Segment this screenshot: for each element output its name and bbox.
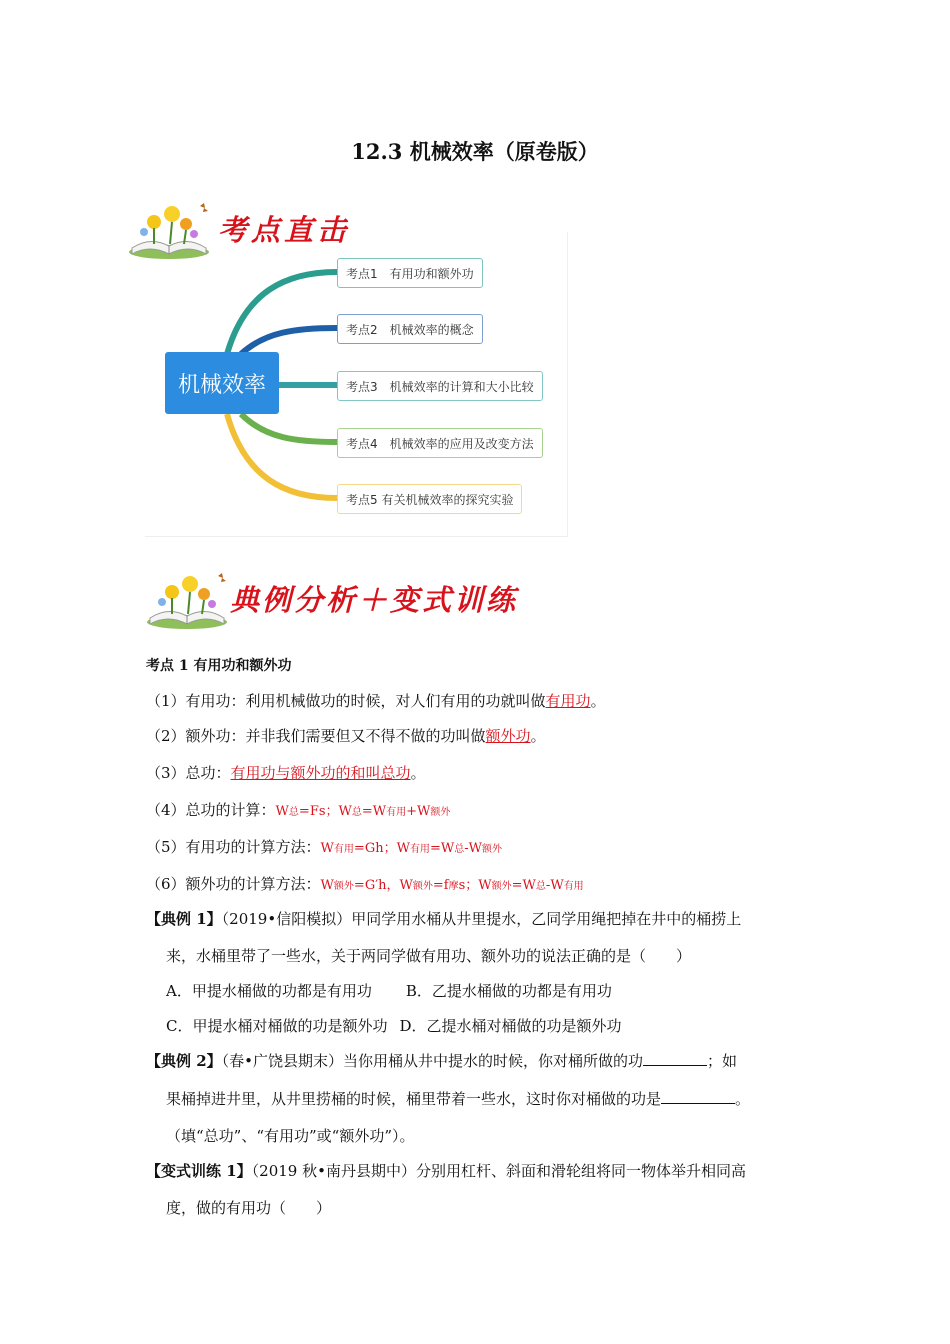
answer: 额外功 xyxy=(485,727,531,745)
formula-sub: 总 xyxy=(454,844,465,855)
formula-sub: 摩 xyxy=(448,881,459,892)
formula-part: -W xyxy=(545,878,564,893)
formula-part: =G′h，W xyxy=(353,878,413,893)
answer-blank[interactable] xyxy=(643,1051,707,1066)
answer-blank[interactable] xyxy=(661,1089,735,1104)
formula-sub: 总 xyxy=(288,807,299,818)
point-text: 。 xyxy=(530,727,546,745)
formula-sub: 有用 xyxy=(409,844,430,855)
mindmap-node-1: 考点1 有用功和额外功 xyxy=(337,258,483,288)
point-text: （1）有用功：利用机械做功的时候，对人们有用的功就叫做 xyxy=(146,692,546,710)
example-2-line-3: （填“总功”、“有用功”或“额外功”）。 xyxy=(166,1127,415,1145)
formula-sub: 有用 xyxy=(333,844,354,855)
formula-sub: 额外 xyxy=(481,844,502,855)
mindmap xyxy=(145,232,568,537)
training-text: （2019 秋•南丹县期中）分别用杠杆、斜面和滑轮组将同一物体举升相同高 xyxy=(251,1162,746,1180)
mindmap-node-2: 考点2 机械效率的概念 xyxy=(337,314,483,344)
point-text: （4）总功的计算： xyxy=(146,801,276,819)
example-label: 【典例 2】 xyxy=(146,1052,222,1070)
formula xyxy=(321,878,584,893)
training-label: 【变式训练 1】 xyxy=(146,1162,252,1180)
banner-title: 考点直击 xyxy=(218,213,351,247)
example-2-line-1 xyxy=(146,1050,737,1071)
book-flowers-icon xyxy=(142,570,232,632)
formula-part: W xyxy=(275,804,289,819)
formula-part: =W xyxy=(511,878,536,893)
example-text: （春•广饶县期末）当你用桶从井中提水的时候，你对桶所做的功 xyxy=(221,1052,644,1070)
mindmap-center: 机械效率 xyxy=(165,352,279,414)
answer: 有用功与额外功的和叫总功 xyxy=(230,764,411,782)
formula-sub: 总 xyxy=(535,881,546,892)
example-text: （2019•信阳模拟）甲同学用水桶从井里提水，乙同学用绳把掉在井中的桶捞上 xyxy=(221,910,742,928)
formula-sub: 总 xyxy=(351,807,362,818)
point-3 xyxy=(146,762,426,783)
formula-part: =W xyxy=(429,841,455,856)
point-text: 。 xyxy=(590,692,606,710)
option-c: C．甲提水桶对桶做的功是额外功 xyxy=(166,1017,388,1035)
mindmap-node-4: 考点4 机械效率的应用及改变方法 xyxy=(337,428,543,458)
example-text: ；如 xyxy=(707,1052,738,1070)
formula-part: +W xyxy=(406,804,431,819)
formula-part: W xyxy=(320,878,334,893)
option-a: A．甲提水桶做的功都是有用功 xyxy=(166,982,372,1000)
answer: 有用功 xyxy=(545,692,591,710)
formula-sub: 有用 xyxy=(386,807,407,818)
formula-part: W xyxy=(320,841,334,856)
formula-part: =f xyxy=(432,878,449,893)
formula-sub: 额外 xyxy=(491,881,512,892)
option-d: D．乙提水桶对桶做的功是额外功 xyxy=(399,1017,622,1035)
point-5 xyxy=(146,836,502,857)
section-banner-2 xyxy=(142,570,562,632)
example-1-options-row-2 xyxy=(166,1015,622,1036)
section-heading: 考点 1 有用功和额外功 xyxy=(146,658,292,674)
point-text: （3）总功： xyxy=(146,764,231,782)
formula-part: =Gh；W xyxy=(353,841,410,856)
option-b: B．乙提水桶做的功都是有用功 xyxy=(405,982,612,1000)
point-4 xyxy=(146,799,450,820)
page-title: 12.3 机械效率（原卷版） xyxy=(351,139,599,164)
example-text: 果桶掉进井里，从井里捞桶的时候，桶里带着一些水，这时你对桶做的功是 xyxy=(166,1090,662,1108)
example-text: 。 xyxy=(735,1090,751,1108)
formula-sub: 额外 xyxy=(333,881,354,892)
point-text: （6）额外功的计算方法： xyxy=(146,875,321,893)
point-6 xyxy=(146,873,584,894)
banner-title: 典例分析＋变式训练 xyxy=(230,583,519,617)
formula-sub: 额外 xyxy=(430,807,451,818)
point-1 xyxy=(146,690,606,711)
example-label: 【典例 1】 xyxy=(146,910,222,928)
example-1-line-2: 来，水桶里带了一些水，关于两同学做有用功、额外功的说法正确的是（ ） xyxy=(166,947,692,965)
point-text: （2）额外功：并非我们需要但又不得不做的功叫做 xyxy=(146,727,486,745)
formula-sub: 有用 xyxy=(563,881,584,892)
formula-part: s；W xyxy=(458,878,492,893)
point-text: （5）有用功的计算方法： xyxy=(146,838,321,856)
example-1-line-1 xyxy=(146,908,741,929)
example-1-options-row-1 xyxy=(166,980,612,1001)
mindmap-node-3: 考点3 机械效率的计算和大小比较 xyxy=(337,371,543,401)
formula-part: =W xyxy=(361,804,387,819)
point-2 xyxy=(146,725,546,746)
training-1-line-1 xyxy=(146,1160,746,1181)
point-text: 。 xyxy=(410,764,426,782)
mindmap-node-5: 考点5 有关机械效率的探究实验 xyxy=(337,484,522,514)
formula-part: -W xyxy=(464,841,482,856)
formula-sub: 额外 xyxy=(412,881,433,892)
example-2-line-2 xyxy=(166,1088,750,1109)
formula-part: =Fs；W xyxy=(298,804,352,819)
formula xyxy=(276,804,451,819)
formula xyxy=(321,841,502,856)
training-1-line-2: 度，做的有用功（ ） xyxy=(166,1199,332,1217)
